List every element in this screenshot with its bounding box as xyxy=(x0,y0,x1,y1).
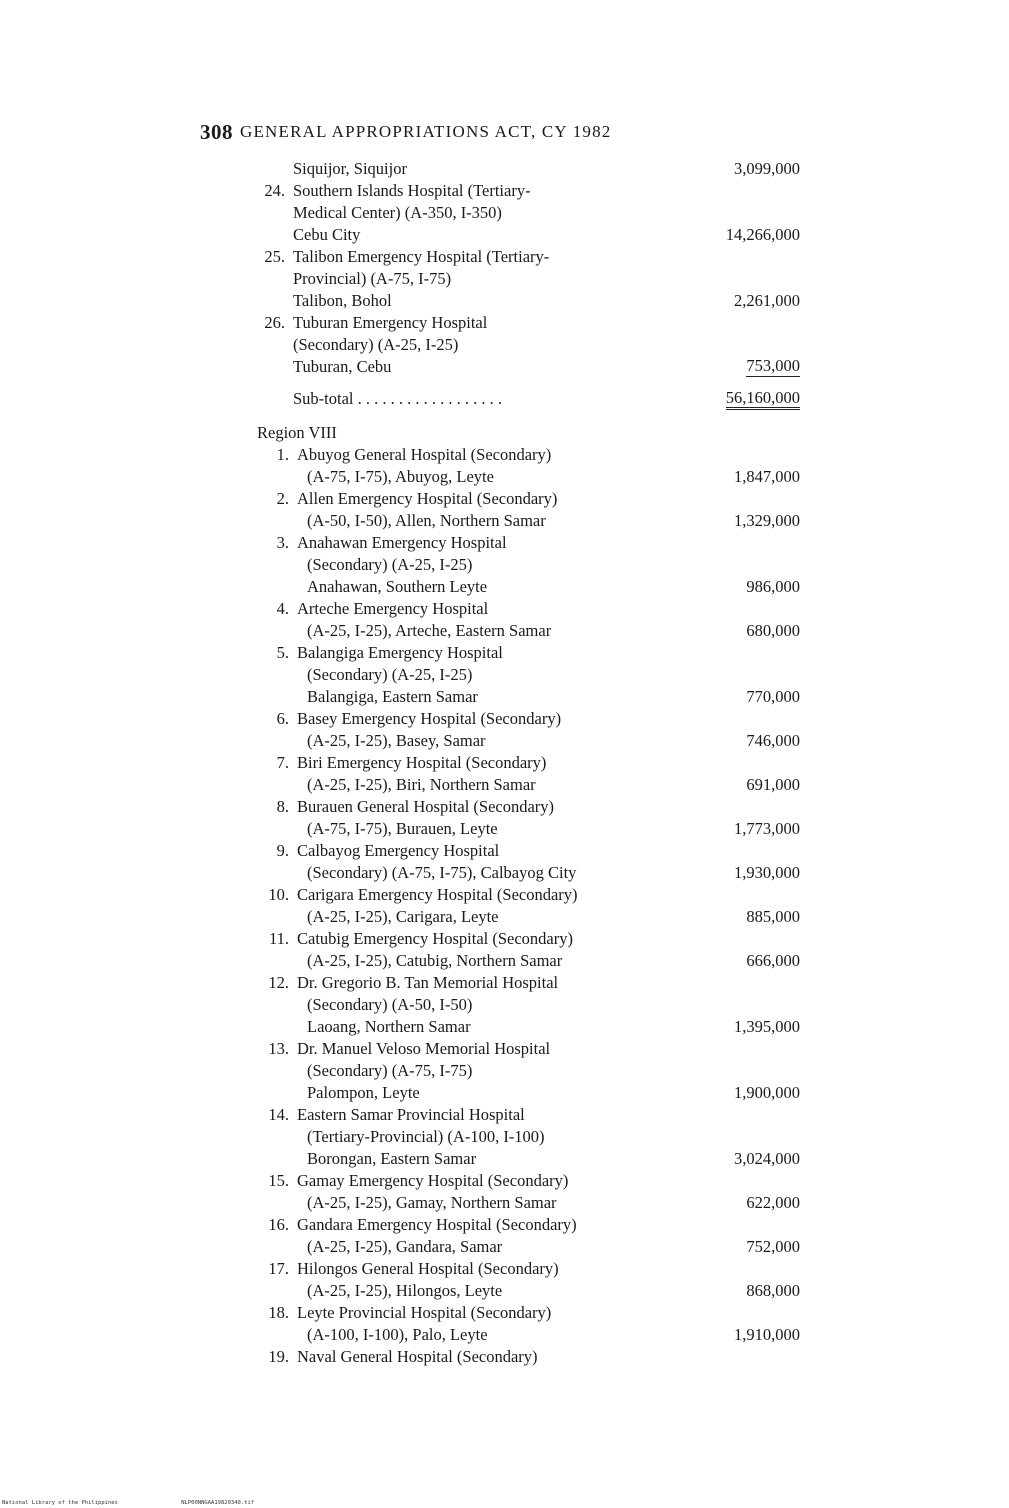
item-line xyxy=(255,972,800,994)
item-number: 19. xyxy=(268,1347,289,1366)
item-text: (Tertiary-Provincial) (A-100, I-100) xyxy=(307,1127,545,1146)
item-amount: 666,000 xyxy=(746,951,800,970)
item-line xyxy=(255,994,800,1016)
item-line xyxy=(255,1324,800,1346)
item-line xyxy=(255,1060,800,1082)
list-item xyxy=(255,796,800,840)
list-item xyxy=(255,1258,800,1302)
item-line xyxy=(255,840,800,862)
item-text: Dr. Gregorio B. Tan Memorial Hospital xyxy=(297,973,559,992)
footer-library: National Library of the Philippines xyxy=(2,1500,118,1506)
item-line xyxy=(255,180,800,202)
item-line xyxy=(255,532,800,554)
item-text: Allen Emergency Hospital (Secondary) xyxy=(297,489,558,508)
item-line xyxy=(255,686,800,708)
item-text: Abuyog General Hospital (Secondary) xyxy=(297,445,552,464)
item-text: Tuburan, Cebu xyxy=(293,357,392,376)
item-line xyxy=(255,906,800,928)
item-amount: 753,000 xyxy=(746,356,800,375)
item-text: Anahawan, Southern Leyte xyxy=(307,577,488,596)
item-line xyxy=(255,620,800,642)
item-text: (A-25, I-25), Biri, Northern Samar xyxy=(307,775,536,794)
item-line xyxy=(255,268,800,290)
item-line xyxy=(255,1192,800,1214)
item-line xyxy=(255,884,800,906)
item-number: 4. xyxy=(276,599,289,618)
list-item xyxy=(255,708,800,752)
item-number: 17. xyxy=(268,1259,289,1278)
item-text: Eastern Samar Provincial Hospital xyxy=(297,1105,525,1124)
item-text: (A-50, I-50), Allen, Northern Samar xyxy=(307,511,546,530)
item-amount: 3,024,000 xyxy=(734,1149,800,1168)
item-amount: 622,000 xyxy=(746,1193,800,1212)
item-number: 1. xyxy=(276,445,289,464)
item-text: (Secondary) (A-25, I-25) xyxy=(293,335,459,354)
item-amount: 1,910,000 xyxy=(734,1325,800,1344)
subtotal-row xyxy=(255,388,800,410)
item-amount: 1,847,000 xyxy=(734,467,800,486)
item-text: Cebu City xyxy=(293,225,361,244)
item-text: (A-100, I-100), Palo, Leyte xyxy=(307,1325,488,1344)
item-text: Laoang, Northern Samar xyxy=(307,1017,471,1036)
item-text: Tuburan Emergency Hospital xyxy=(293,313,488,332)
item-number: 18. xyxy=(268,1303,289,1322)
page-number: 308 xyxy=(200,120,233,144)
list-item xyxy=(255,488,800,532)
item-line xyxy=(255,290,800,312)
item-number: 25. xyxy=(264,247,285,266)
item-text: Catubig Emergency Hospital (Secondary) xyxy=(297,929,573,948)
item-text: (A-25, I-25), Catubig, Northern Samar xyxy=(307,951,563,970)
item-amount: 1,329,000 xyxy=(734,511,800,530)
item-line xyxy=(255,752,800,774)
item-text: Southern Islands Hospital (Tertiary- xyxy=(293,181,531,200)
item-amount: 1,930,000 xyxy=(734,863,800,882)
item-text: (Secondary) (A-75, I-75) xyxy=(307,1061,473,1080)
item-line xyxy=(255,158,800,180)
item-line xyxy=(255,1126,800,1148)
item-number: 12. xyxy=(268,973,289,992)
appropriations-list xyxy=(255,158,800,1368)
item-text: Carigara Emergency Hospital (Secondary) xyxy=(297,885,578,904)
item-text: Leyte Provincial Hospital (Secondary) xyxy=(297,1303,552,1322)
item-line xyxy=(255,774,800,796)
list-item xyxy=(255,1170,800,1214)
item-text: (A-25, I-25), Basey, Samar xyxy=(307,731,486,750)
item-text: Gandara Emergency Hospital (Secondary) xyxy=(297,1215,577,1234)
item-text: (A-25, I-25), Carigara, Leyte xyxy=(307,907,499,926)
item-number: 7. xyxy=(276,753,289,772)
item-amount: 885,000 xyxy=(746,907,800,926)
item-line xyxy=(255,444,800,466)
list-item xyxy=(255,246,800,312)
item-amount: 691,000 xyxy=(746,775,800,794)
item-line xyxy=(255,1104,800,1126)
item-text: Biri Emergency Hospital (Secondary) xyxy=(297,753,547,772)
item-line xyxy=(255,1148,800,1170)
item-line xyxy=(255,1016,800,1038)
item-text: Medical Center) (A-350, I-350) xyxy=(293,203,502,222)
item-amount: 868,000 xyxy=(746,1281,800,1300)
item-number: 11. xyxy=(268,929,289,948)
item-text: (A-25, I-25), Gamay, Northern Samar xyxy=(307,1193,557,1212)
item-text: Arteche Emergency Hospital xyxy=(297,599,489,618)
list-item xyxy=(255,928,800,972)
item-line xyxy=(255,950,800,972)
item-line xyxy=(255,664,800,686)
item-line xyxy=(255,730,800,752)
item-text: Hilongos General Hospital (Secondary) xyxy=(297,1259,559,1278)
item-text: Naval General Hospital (Secondary) xyxy=(297,1347,538,1366)
item-line xyxy=(255,224,800,246)
item-text: Calbayog Emergency Hospital xyxy=(297,841,500,860)
item-text: Anahawan Emergency Hospital xyxy=(297,533,507,552)
item-amount: 986,000 xyxy=(746,577,800,596)
item-number: 3. xyxy=(276,533,289,552)
item-line xyxy=(255,356,800,378)
list-item xyxy=(255,840,800,884)
item-amount: 746,000 xyxy=(746,731,800,750)
subtotal-amount: 56,160,000 xyxy=(726,388,800,410)
scan-footer xyxy=(2,1500,314,1506)
item-line xyxy=(255,576,800,598)
item-amount: 770,000 xyxy=(746,687,800,706)
item-line xyxy=(255,466,800,488)
list-item xyxy=(255,444,800,488)
item-line xyxy=(255,488,800,510)
list-item xyxy=(255,1214,800,1258)
list-item xyxy=(255,598,800,642)
item-text: Talibon, Bohol xyxy=(293,291,392,310)
item-line xyxy=(255,312,800,334)
item-line xyxy=(255,928,800,950)
item-number: 6. xyxy=(276,709,289,728)
item-text: (A-25, I-25), Hilongos, Leyte xyxy=(307,1281,503,1300)
list-item xyxy=(255,884,800,928)
list-item xyxy=(255,158,800,180)
item-line xyxy=(255,554,800,576)
item-amount: 3,099,000 xyxy=(734,159,800,178)
item-text: Dr. Manuel Veloso Memorial Hospital xyxy=(297,1039,551,1058)
item-text: Siquijor, Siquijor xyxy=(293,159,407,178)
item-line xyxy=(255,598,800,620)
item-text: (A-75, I-75), Burauen, Leyte xyxy=(307,819,498,838)
item-number: 15. xyxy=(268,1171,289,1190)
item-number: 13. xyxy=(268,1039,289,1058)
item-text: (Secondary) (A-75, I-75), Calbayog City xyxy=(307,863,577,882)
list-item xyxy=(255,1346,800,1368)
region-heading xyxy=(255,422,800,444)
item-text: Borongan, Eastern Samar xyxy=(307,1149,477,1168)
item-number: 24. xyxy=(264,181,285,200)
item-text: (Secondary) (A-25, I-25) xyxy=(307,555,473,574)
item-line xyxy=(255,1302,800,1324)
item-number: 8. xyxy=(276,797,289,816)
list-item xyxy=(255,972,800,1038)
item-text: Provincial) (A-75, I-75) xyxy=(293,269,452,288)
item-text: (Secondary) (A-25, I-25) xyxy=(307,665,473,684)
item-line xyxy=(255,1170,800,1192)
item-number: 10. xyxy=(268,885,289,904)
item-line xyxy=(255,1038,800,1060)
list-item xyxy=(255,1302,800,1346)
item-text: Balangiga Emergency Hospital xyxy=(297,643,503,662)
item-text: Palompon, Leyte xyxy=(307,1083,420,1102)
item-line xyxy=(255,1346,800,1368)
item-number: 14. xyxy=(268,1105,289,1124)
item-amount: 680,000 xyxy=(746,621,800,640)
list-item xyxy=(255,1104,800,1170)
item-line xyxy=(255,708,800,730)
item-text: (Secondary) (A-50, I-50) xyxy=(307,995,473,1014)
item-line xyxy=(255,1236,800,1258)
item-text: Talibon Emergency Hospital (Tertiary- xyxy=(293,247,550,266)
item-text: Basey Emergency Hospital (Secondary) xyxy=(297,709,562,728)
region-items xyxy=(255,444,800,1368)
item-text: (A-75, I-75), Abuyog, Leyte xyxy=(307,467,494,486)
item-line xyxy=(255,1258,800,1280)
item-text: Burauen General Hospital (Secondary) xyxy=(297,797,555,816)
item-number: 2. xyxy=(276,489,289,508)
item-line xyxy=(255,334,800,356)
item-number: 26. xyxy=(264,313,285,332)
item-line xyxy=(255,1214,800,1236)
list-item xyxy=(255,312,800,378)
item-text: (A-25, I-25), Arteche, Eastern Samar xyxy=(307,621,552,640)
item-number: 16. xyxy=(268,1215,289,1234)
item-line xyxy=(255,202,800,224)
item-amount: 1,395,000 xyxy=(734,1017,800,1036)
item-text: Balangiga, Eastern Samar xyxy=(307,687,478,706)
footer-file: NLP00NNGAA19820340.tif xyxy=(181,1500,255,1506)
item-amount: 1,773,000 xyxy=(734,819,800,838)
item-amount: 752,000 xyxy=(746,1237,800,1256)
item-amount: 1,900,000 xyxy=(734,1083,800,1102)
item-line xyxy=(255,796,800,818)
subtotal-label: Sub-total . . . . . . . . . . . . . . . . . . xyxy=(293,389,502,408)
item-amount: 14,266,000 xyxy=(725,225,800,244)
list-item xyxy=(255,642,800,708)
item-line xyxy=(255,1280,800,1302)
item-line xyxy=(255,510,800,532)
region-title: Region VIII xyxy=(257,423,337,442)
list-item xyxy=(255,752,800,796)
item-text: (A-25, I-25), Gandara, Samar xyxy=(307,1237,503,1256)
list-item xyxy=(255,1038,800,1104)
item-line xyxy=(255,642,800,664)
item-line xyxy=(255,862,800,884)
item-text: Gamay Emergency Hospital (Secondary) xyxy=(297,1171,569,1190)
running-title: GENERAL APPROPRIATIONS ACT, CY 1982 xyxy=(240,122,612,141)
item-line xyxy=(255,1082,800,1104)
item-line xyxy=(255,818,800,840)
top-block xyxy=(255,158,800,378)
item-line xyxy=(255,246,800,268)
item-number: 9. xyxy=(276,841,289,860)
list-item xyxy=(255,532,800,598)
list-item xyxy=(255,180,800,246)
item-number: 5. xyxy=(276,643,289,662)
item-amount: 2,261,000 xyxy=(734,291,800,310)
